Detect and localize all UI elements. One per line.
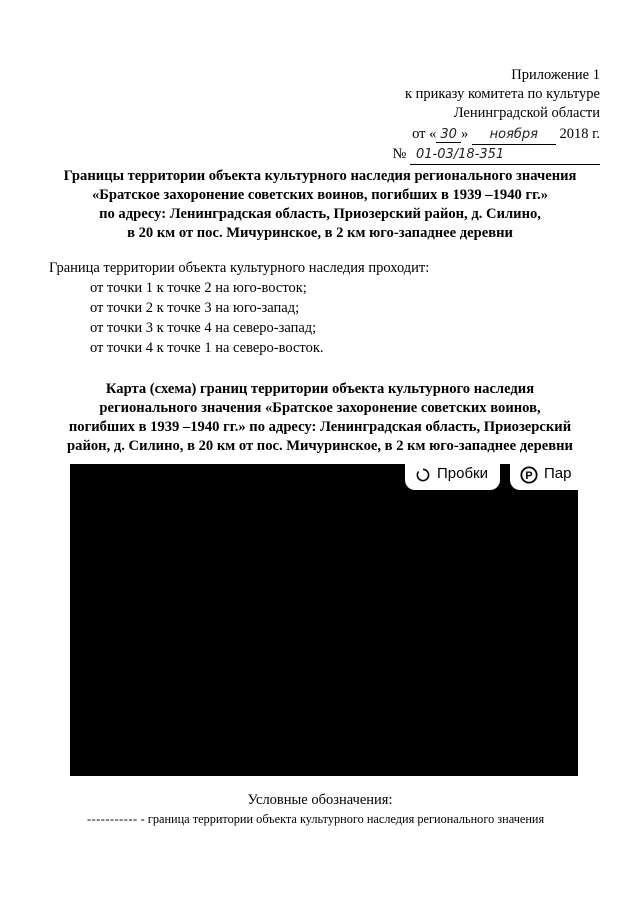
traffic-label: Пробки (437, 465, 488, 482)
appendix-date: от « 30 » ноября 2018 г. (397, 125, 600, 145)
map-title-line-3: погибших в 1939 –1940 гг.» по адресу: Ленинградская область, Приозерский (68, 419, 572, 435)
appendix-number: № 01-03/18-351 (393, 145, 600, 165)
boundary-step: от точки 4 к точке 1 на северо-восток. (90, 340, 324, 356)
boundary-intro: Граница территории объекта культурного наследия проходит: (49, 260, 430, 276)
document-title (40, 167, 600, 243)
title-line-2: «Братское захоронение советских воинов, погибших в 1939 –1940 гг.» (91, 187, 548, 203)
boundary-step: от точки 1 к точке 2 на юго-восток; (90, 280, 307, 296)
map-title-line-1: Карта (схема) границ территории объекта культурного наследия (105, 381, 535, 397)
svg-text:P: P (525, 470, 533, 483)
map-title (35, 380, 605, 456)
appendix-line-3: Ленинградской области (453, 105, 600, 121)
legend-title: Условные обозначения: (247, 792, 393, 808)
title-line-4: в 20 км от пос. Мичуринское, в 2 км юго-западнее деревни (127, 225, 513, 241)
parking-label: Пар (544, 465, 572, 482)
date-day: 30 (436, 127, 461, 143)
parking-button[interactable] (510, 464, 578, 490)
legend-item (87, 812, 544, 827)
boundary-step: от точки 2 к точке 3 на юго-запад; (90, 300, 300, 316)
appendix-line-2: к приказу комитета по культуре (404, 86, 600, 102)
traffic-icon (415, 466, 431, 484)
boundary-step: от точки 3 к точке 4 на северо-запад; (90, 320, 317, 336)
title-line-3: по адресу: Ленинградская область, Приозерский район, д. Силино, (99, 206, 541, 222)
map-title-line-2: регионального значения «Братское захоронение советских воинов, (99, 400, 541, 416)
map-title-line-4: район, д. Силино, в 20 км от пос. Мичуринское, в 2 км юго-западнее деревни (67, 438, 573, 454)
map-area[interactable] (70, 464, 578, 776)
date-month: ноября (472, 125, 556, 145)
traffic-button[interactable] (405, 464, 500, 490)
appendix-line-1: Приложение 1 (511, 67, 600, 83)
legend-item-text: - граница территории объекта культурного наследия регионального значения (140, 812, 545, 826)
dashed-line-symbol: ----------- (87, 812, 138, 826)
appendix-block (392, 66, 600, 165)
parking-icon (520, 466, 538, 484)
boundary-description (49, 258, 429, 358)
order-number: 01-03/18-351 (410, 145, 600, 165)
title-line-1: Границы территории объекта культурного наследия регионального значения (63, 168, 577, 184)
